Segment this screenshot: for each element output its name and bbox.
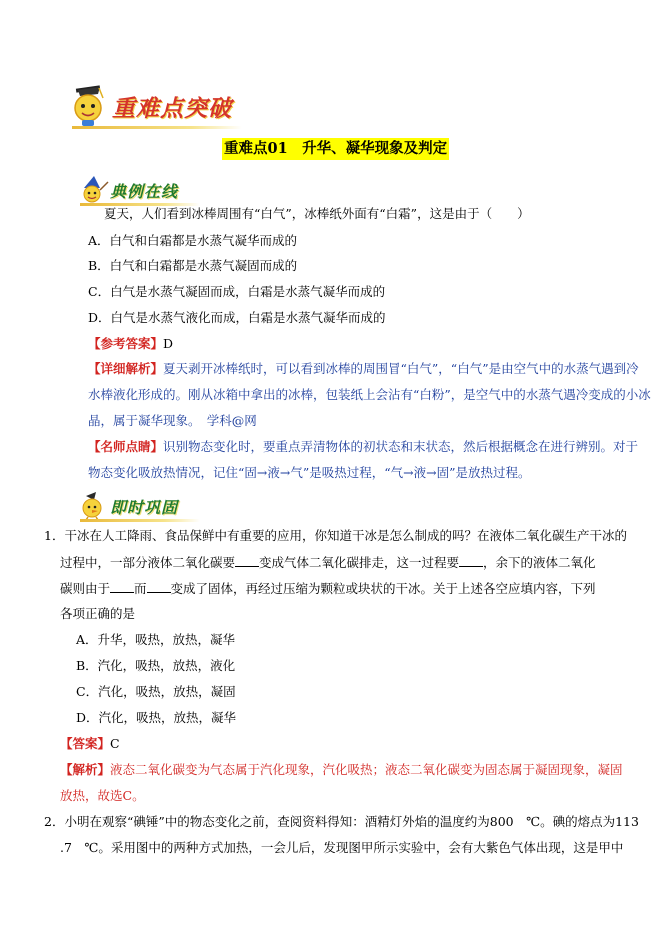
example-option-d: D．白气是水蒸气液化而成，白霜是水蒸气凝华而成的 [88,310,386,325]
example-banner-title: 典例在线 [110,181,179,201]
q1-analysis-text: 液态二氧化碳变为气态属于汽化现象，汽化吸热；液态二氧化碳变为固态属于凝固现象，凝固 [110,762,623,777]
q1-option-d: D．汽化，吸热，放热，凝华 [76,710,237,725]
q1-answer [60,736,120,752]
q1-analysis-tag: 【解析】 [60,762,111,777]
graduate-mascot-icon [68,84,112,128]
analysis-text: 夏天剥开冰棒纸时，可以看到冰棒的周围冒“白气”，“白气”是由空气中的水蒸气遇到冷 [163,361,639,376]
bird-mascot-icon [78,492,110,520]
q2-text-1: 小明在观察“碘锤”中的物态变化之前，查阅资料得知：酒精灯外焰的温度约为800 ℃。碘的熔点为113 [64,814,639,829]
q1-blank-1[interactable] [235,554,259,567]
tips-tag: 【名师点睛】 [88,439,164,454]
q1-blank-3[interactable] [110,580,134,593]
example-analysis-line-3: 晶，属于凝华现象。 学科@网 [88,413,257,428]
example-analysis-line-2: 水棒液化形成的。刚从冰箱中拿出的冰棒，包装纸上会沾有“白粉”，是空气中的水蒸气遇冷变成的小冰 [88,387,651,402]
answer-tag: 【参考答案】 [88,336,164,351]
key-points-banner [68,84,232,128]
q1-line-1 [44,528,627,544]
q1-blank-4[interactable] [147,580,171,593]
q1-analysis-line-2: 放热，故选C。 [60,788,145,803]
q1-text-3b: 而 [134,581,147,596]
q1-option-a: A．升华，吸热，放热，凝华 [76,632,236,647]
practice-banner-underline [80,519,200,522]
example-banner [78,176,178,204]
q1-text-2c: ，余下的液体二氧化 [483,555,596,570]
answer-value: D [163,336,174,351]
practice-banner [78,492,178,520]
banner-underline [72,126,242,129]
q1-option-b: B．汽化，吸热，放热，液化 [76,658,236,673]
practice-banner-title: 即时巩固 [110,497,179,517]
q1-text-3a: 碳则由于 [60,581,111,596]
q1-answer-tag: 【答案】 [60,736,111,751]
q1-text-2b: 变成气体二氧化碳排走，这一过程要 [259,555,460,570]
q1-blank-2[interactable] [459,554,483,567]
tips-line-2: 物态变化吸放热情况，记住“固→液→气”是吸热过程，“气→液→固”是放热过程。 [88,465,531,480]
q1-option-c: C．汽化，吸热，放热，凝固 [76,684,236,699]
q1-text-1: 干冰在人工降雨、食品保鲜中有重要的应用，你知道干冰是怎么制成的吗？在液体二氧化碳生产干冰的 [64,528,627,543]
q1-text-2a: 过程中，一部分液体二氧化碳要 [60,555,236,570]
example-analysis-line-1 [88,361,639,377]
example-option-a: A．白气和白霜都是水蒸气凝华而成的 [88,233,298,248]
q2-line-2: .7 ℃。采用图中的两种方式加热，一会儿后，发现图甲所示实验中，会有大紫色气体出现，这是甲中 [60,840,624,855]
topic-title: 重难点01 升华、凝华现象及判定 [222,138,449,160]
q1-text-3c: 变成了固体，再经过压缩为颗粒或块状的干冰。关于上述各空应填内容，下列 [170,581,596,596]
q1-line-4: 各项正确的是 [60,606,136,621]
wizard-mascot-icon [78,176,110,204]
analysis-tag: 【详细解析】 [88,361,164,376]
q1-answer-value: C [110,736,120,751]
q1-analysis-line-1 [60,762,623,778]
q2-line-1 [44,814,639,830]
example-option-c: C．白气是水蒸气凝固而成，白霜是水蒸气凝华而成的 [88,284,386,299]
tips-text: 识别物态变化时，要重点弄清物体的初状态和末状态，然后根据概念在进行辨别。对于 [163,439,639,454]
example-answer [88,336,173,352]
q2-number: 2． [44,814,65,829]
q1-line-2 [60,554,596,571]
example-option-b: B．白气和白霜都是水蒸气凝固而成的 [88,258,298,273]
example-question: 夏天，人们看到冰棒周围有“白气”，冰棒纸外面有“白霜”，这是由于（ ） [104,206,530,221]
key-points-banner-title: 重难点突破 [112,95,232,122]
q1-number: 1． [44,528,65,543]
q1-line-3 [60,580,596,597]
tips-line-1 [88,439,638,455]
